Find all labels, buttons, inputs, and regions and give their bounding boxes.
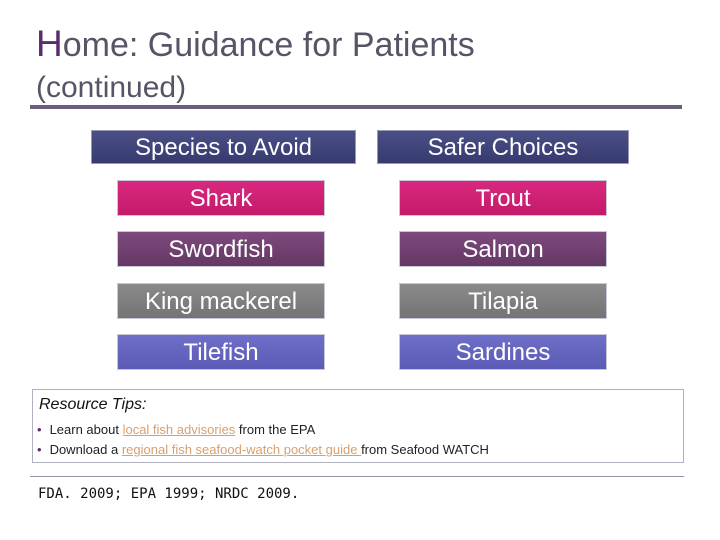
tip-text: Learn about [49, 422, 123, 437]
avoid-item: Swordfish [117, 231, 325, 267]
safer-item: Trout [399, 180, 607, 216]
footer-divider [30, 476, 684, 477]
bullet-icon: • [37, 442, 42, 457]
resource-tips-title: Resource Tips: [39, 396, 147, 413]
title-text: ome: Guidance for Patients [62, 26, 475, 64]
avoid-item: King mackerel [117, 283, 325, 319]
safer-choices-header: Safer Choices [377, 130, 629, 164]
bullet-icon: • [37, 422, 42, 437]
safer-item: Sardines [399, 334, 607, 370]
safer-item: Tilapia [399, 283, 607, 319]
slide-title [36, 24, 475, 65]
tip-item [37, 422, 315, 437]
resource-tips-box [32, 389, 684, 463]
title-divider [30, 105, 682, 109]
title-initial: H [36, 23, 63, 64]
references: FDA. 2009; EPA 1999; NRDC 2009. [38, 486, 300, 502]
species-to-avoid-header: Species to Avoid [91, 130, 356, 164]
slide-subtitle: (continued) [36, 71, 187, 104]
pocket-guide-link[interactable]: regional fish seafood-watch pocket guide [121, 442, 362, 457]
tip-text: from Seafood WATCH [361, 442, 489, 457]
tip-text: from the EPA [235, 422, 316, 437]
avoid-item: Shark [117, 180, 325, 216]
avoid-item: Tilefish [117, 334, 325, 370]
tip-text: Download a [49, 442, 122, 457]
local-fish-advisories-link[interactable]: local fish advisories [122, 422, 236, 437]
tip-item [37, 442, 489, 457]
safer-item: Salmon [399, 231, 607, 267]
